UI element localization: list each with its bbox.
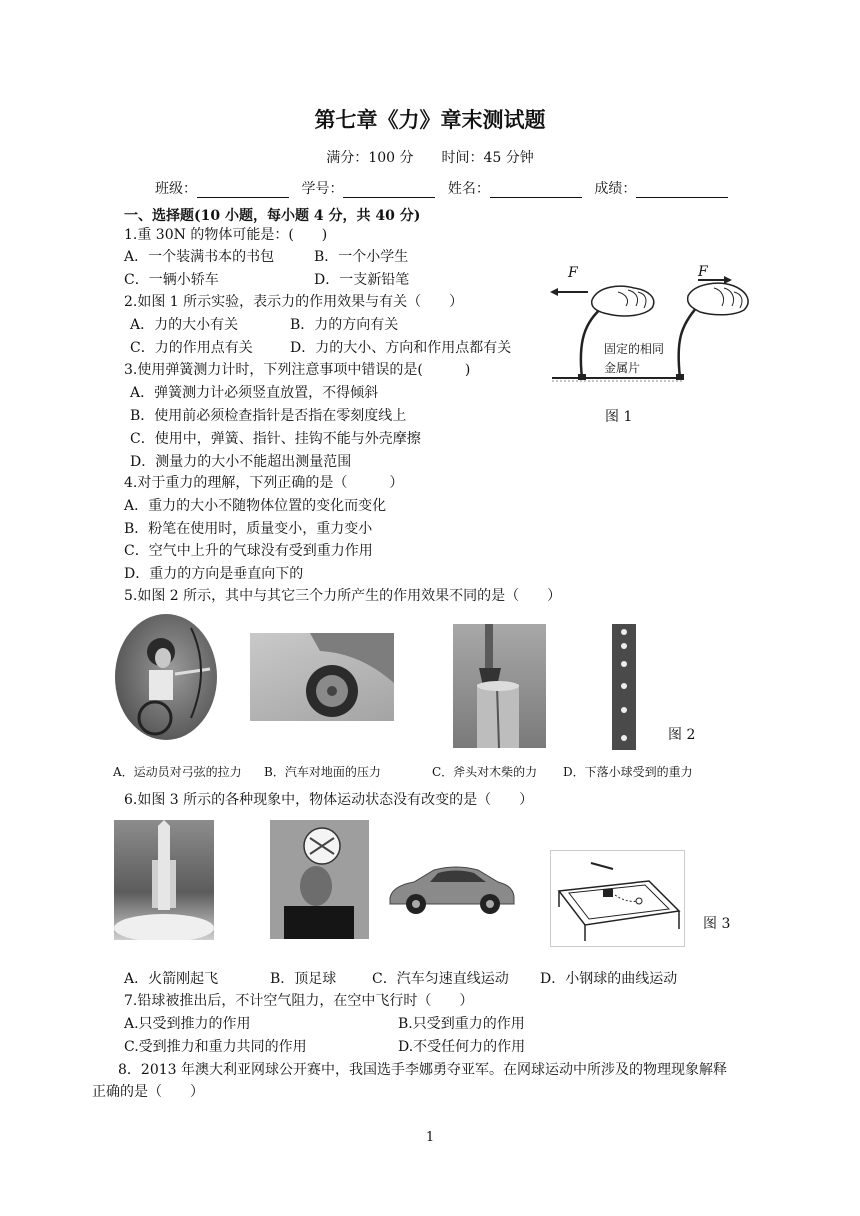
fig1-force-label-right: F	[698, 264, 708, 280]
student-id-blank[interactable]	[343, 183, 435, 198]
q8-line-1: 8．2013 年澳大利亚网球公开赛中，我国选手李娜勇夺亚军。在网球运动中所涉及的物理现象解释	[118, 1062, 727, 1078]
q2-stem: 2.如图 1 所示实验，表示力的作用效果与有关（ ）	[124, 294, 464, 310]
q6-stem: 6.如图 3 所示的各种现象中，物体运动状态没有改变的是（ ）	[124, 792, 534, 808]
q1-stem: 1.重 30N 的物体可能是：( )	[124, 227, 328, 243]
q4-option-a: A．重力的大小不随物体位置的变化而变化	[124, 498, 387, 514]
fig3-option-d: D．小钢球的曲线运动	[540, 971, 678, 987]
rocket-drawing	[114, 820, 214, 940]
figure-3a-rocket-photo	[114, 820, 214, 940]
q4-option-b: B．粉笔在使用时，质量变小，重力变小	[124, 521, 373, 537]
q1-option-b: B．一个小学生	[314, 249, 409, 265]
figure-2c-axe-wood-photo	[453, 624, 546, 748]
q7-stem: 7.铅球被推出后，不计空气阻力，在空中飞行时（ ）	[124, 993, 474, 1009]
q3-option-b: B．使用前必须检查指针是否指在零刻度线上	[130, 408, 407, 424]
class-blank[interactable]	[197, 183, 289, 198]
time-limit: 时间：45 分钟	[441, 150, 534, 166]
q3-option-a: A．弹簧测力计必须竖直放置，不得倾斜	[130, 385, 379, 401]
figure-2d-falling-ball-photo	[612, 624, 636, 750]
figure-3b-heading-ball-photo	[270, 820, 369, 939]
figure-3c-car-photo	[386, 860, 518, 918]
q1-option-c: C．一辆小轿车	[124, 272, 219, 288]
q2-option-c: C．力的作用点有关	[130, 340, 253, 356]
heading-ball-drawing	[270, 820, 369, 939]
car-drawing	[386, 860, 518, 918]
q3-stem: 3.使用弹簧测力计时，下列注意事项中错误的是( )	[124, 362, 471, 378]
figure-1-drawing	[548, 262, 756, 384]
falling-ball-drawing	[612, 624, 636, 750]
q2-option-b: B．力的方向有关	[290, 317, 399, 333]
q1-option-a: A．一个装满书本的书包	[124, 249, 275, 265]
figure-2a-archer-photo	[115, 614, 217, 740]
archer-drawing	[115, 614, 217, 740]
fig3-option-c: C．汽车匀速直线运动	[372, 971, 509, 987]
q7-option-d: D.不受任何力的作用	[398, 1039, 526, 1055]
score-blank[interactable]	[636, 183, 728, 198]
full-score: 满分：100 分	[326, 150, 414, 166]
section-heading: 一、选择题(10 小题，每小题 4 分，共 40 分)	[124, 208, 421, 224]
page-title: 第七章《力》章末测试题	[314, 108, 546, 132]
figure-3d-steel-ball-table	[550, 850, 685, 947]
q8-line-2: 正确的是（ ）	[92, 1084, 204, 1100]
fig2-option-a: A．运动员对弓弦的拉力	[113, 765, 242, 779]
student-id-label: 学号：	[301, 181, 344, 197]
fig1-strip-label-2: 金属片	[604, 361, 641, 375]
steel-ball-table-drawing	[551, 851, 684, 946]
q4-option-d: D．重力的方向是垂直向下的	[124, 566, 304, 582]
fig2-caption: 图 2	[668, 727, 696, 743]
q7-option-a: A.只受到推力的作用	[124, 1016, 251, 1032]
fig3-option-b: B．顶足球	[270, 971, 337, 987]
q2-option-a: A．力的大小有关	[130, 317, 239, 333]
class-label: 班级：	[155, 181, 197, 197]
fig1-force-label-left: F	[568, 265, 578, 281]
q3-option-d: D．测量力的大小不能超出测量范围	[130, 454, 352, 470]
fig1-strip-label-1: 固定的相同	[604, 342, 665, 356]
axe-wood-drawing	[453, 624, 546, 748]
q4-stem: 4.对于重力的理解，下列正确的是（ ）	[124, 475, 404, 491]
subtitle	[0, 147, 860, 167]
student-info-row	[155, 178, 736, 198]
name-label: 姓名：	[447, 181, 490, 197]
q7-option-c: C.受到推力和重力共同的作用	[124, 1039, 307, 1055]
figure-1-hands-bending-strips	[548, 262, 756, 384]
q7-option-b: B.只受到重力的作用	[398, 1016, 525, 1032]
figure-2b-car-tire-photo	[250, 633, 394, 721]
fig3-caption: 图 3	[703, 916, 731, 932]
q4-option-c: C．空气中上升的气球没有受到重力作用	[124, 543, 373, 559]
q1-option-d: D．一支新铅笔	[314, 272, 410, 288]
page-number: 1	[425, 1130, 435, 1145]
q2-option-d: D．力的大小、方向和作用点都有关	[290, 340, 512, 356]
fig1-caption: 图 1	[605, 409, 633, 425]
fig2-option-b: B．汽车对地面的压力	[264, 765, 381, 779]
score-label: 成绩：	[594, 181, 637, 197]
q5-stem: 5.如图 2 所示，其中与其它三个力所产生的作用效果不同的是（ ）	[124, 588, 562, 604]
fig2-option-c: C．斧头对木柴的力	[432, 765, 538, 779]
fig3-option-a: A．火箭刚起飞	[124, 971, 219, 987]
fig2-option-d: D．下落小球受到的重力	[563, 765, 693, 779]
q3-option-c: C．使用中，弹簧、指针、挂钩不能与外壳摩擦	[130, 431, 421, 447]
car-tire-drawing	[250, 633, 394, 721]
name-blank[interactable]	[490, 183, 582, 198]
